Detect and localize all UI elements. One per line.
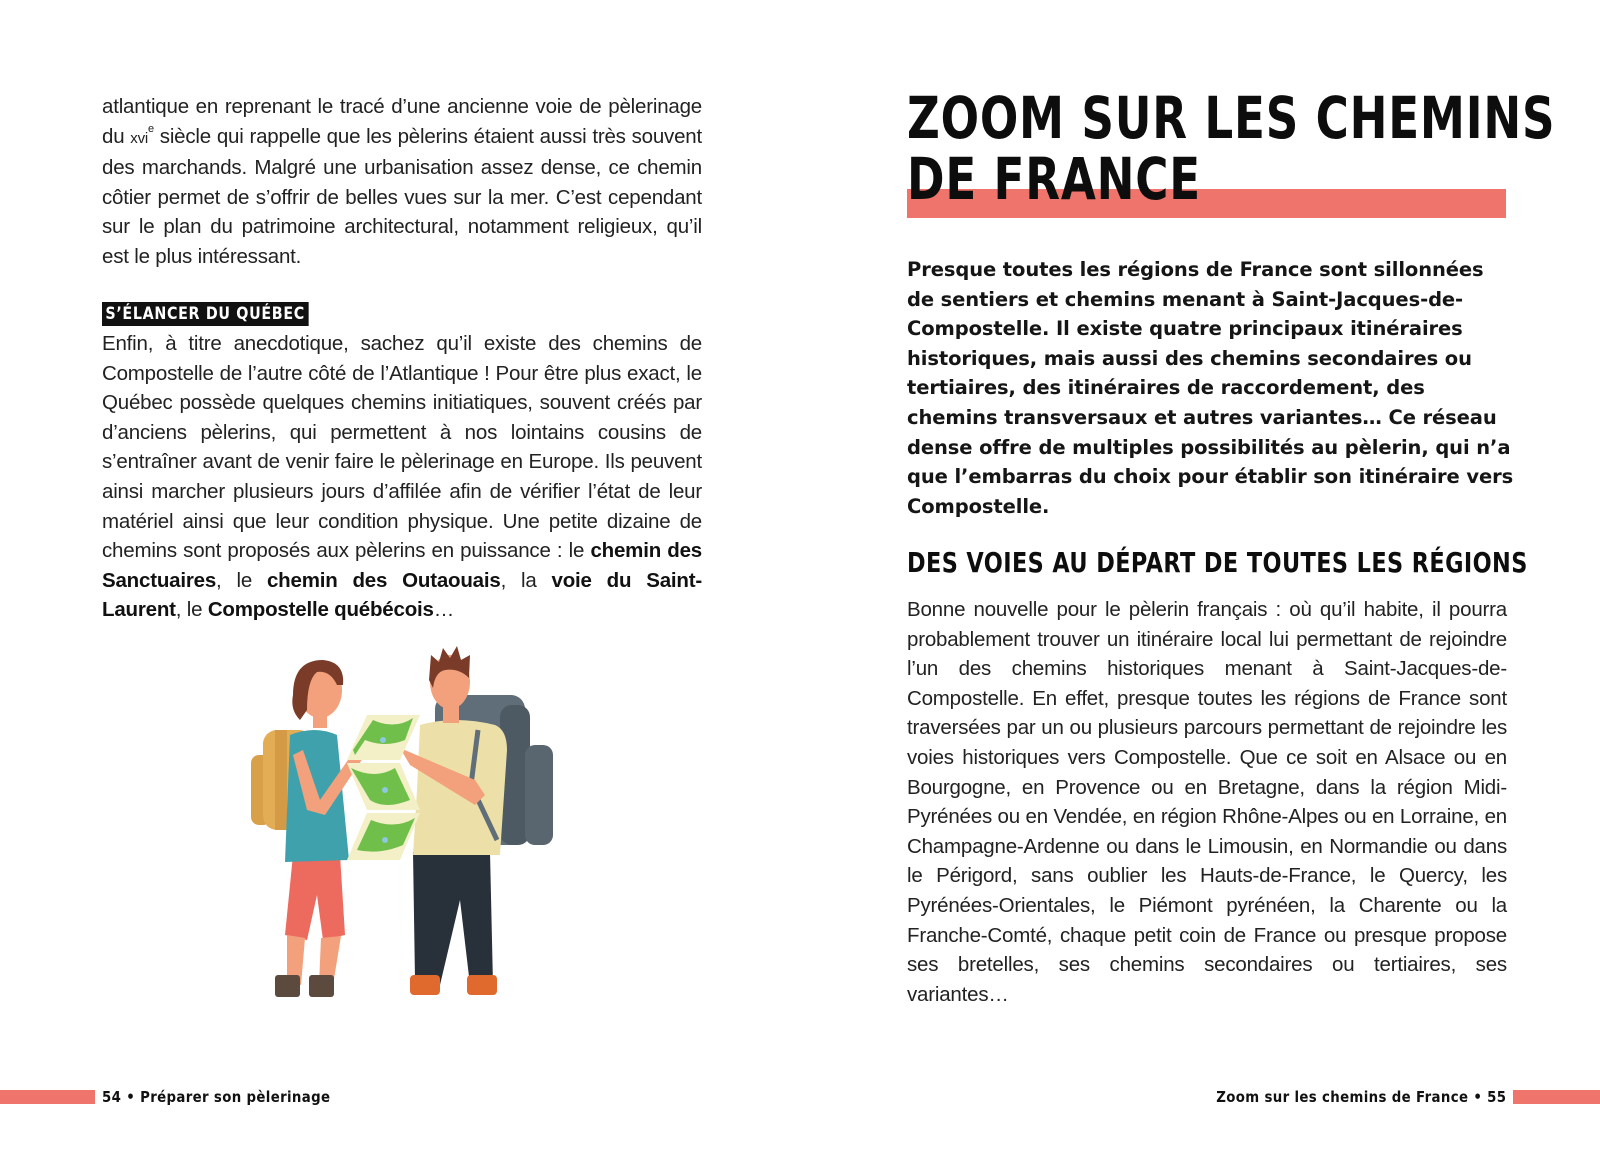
chapter-title (907, 84, 1556, 228)
page-number-right: 55 (1486, 1088, 1506, 1106)
route-name-sanctuaires: chemin des Sanctuaires (102, 539, 702, 592)
footer-left (102, 1086, 330, 1108)
woman-hiker-icon (275, 660, 363, 997)
route-name-outaouais: chemin des Outaouais (266, 568, 501, 592)
quebec-text: , le (175, 598, 208, 622)
footer-separator: • (126, 1088, 136, 1106)
century-suffix: e (148, 122, 154, 135)
quebec-text: , le (216, 568, 267, 592)
quebec-paragraph (102, 329, 702, 625)
folded-map-icon (347, 715, 420, 860)
lead-paragraph: Presque toutes les régions de France sont sillonnées de sentiers et chemins menant à Saint-Jacques-de-Compostelle. Il existe quatre principaux itinéraires historiques, mais aussi des chemins secondaires ou tertiaires, des itinéraires de raccordement, des chemins transversaux et autres variantes… Ce réseau dense offre de multiples possibilités au pèlerin, qui n’a que l’embarras du choix pour établir son itinéraire vers Compostelle. (907, 258, 1514, 518)
quebec-text: Enfin, à titre anecdotique, sachez qu’il existe des chemins de Compostelle de l’autre côté de l’Atlantique ! Pour être plus exact, le Québec possède quelques chemins initiatiques, souvent créés par d’anciens pèlerins, qui permettent à nos lointains cousins de s’entraîner avant de venir faire le pèlerinage en Europe. Ils peuvent ainsi marcher plusieurs jours d’affilée afin de vérifier l’état de leur matériel ainsi que leur condition physique. Une petite dizaine de chemins sont proposés aux pèlerins en puissance : le (102, 332, 702, 563)
hikers-with-map-illustration (245, 640, 555, 1010)
intro-text-start: atlantique en reprenant le tracé d’une ancienne voie de pèlerinage du (102, 95, 702, 148)
subheading-wrap (102, 302, 348, 326)
subheading-quebec: S’ÉLANCER DU QUÉBEC (102, 302, 308, 326)
right-page (800, 0, 1600, 1150)
running-head-left: Préparer son pèlerinage (140, 1088, 331, 1106)
hikers-svg (245, 640, 555, 1010)
intro-text-end: siècle qui rappelle que les pèlerins étaient aussi très souvent des marchands. Malgré une urbanisation assez dense, ce chemin côtier permet de s’offrir de belles vues sur la mer. C’est cependant sur le plan du patrimoine architectural, notamment religieux, qu’il est le plus intéressant. (102, 124, 702, 268)
quebec-text: , la (500, 568, 552, 592)
footer-accent-bar-right (1513, 1090, 1600, 1104)
chapter-title-text (907, 84, 1556, 213)
regions-paragraph: Bonne nouvelle pour le pèlerin français : où qu’il habite, il pourra probablement trouver un itinéraire local lui permettant de rejoindre l’un des chemins historiques menant à Saint-Jacques-de-Compostelle. En effet, presque toutes les régions de France sont traversées par un ou plusieurs parcours permettant de rejoindre les voies historiques vers Compostelle. Que ce soit en Alsace ou en Bourgogne, en Provence ou en Bretagne, dans la région Midi-Pyrénées ou en Vendée, en région Rhône-Alpes ou en Lorraine, en Champagne-Ardenne ou dans le Limousin, en Normandie ou dans le Périgord, sans oublier les Hauts-de-France, le Quercy, les Pyrénées-Orientales, le Piémont pyrénéen, la Charente ou la Franche-Comté, chaque petit coin de France ou presque propose ses bretelles, ses chemins secondaires ou tertiaires, ses variantes… (907, 598, 1507, 1006)
page-number-left: 54 (102, 1088, 122, 1106)
intro-paragraph (102, 92, 702, 272)
title-line-1: ZOOM SUR LES CHEMINS (907, 84, 1556, 152)
footer-accent-bar-left (0, 1090, 95, 1104)
section-heading: DES VOIES AU DÉPART DE TOUTES LES RÉGIONS (907, 546, 1528, 579)
title-line-2: DE FRANCE (907, 145, 1201, 213)
quebec-text-ellipsis: … (433, 598, 455, 622)
running-head-right: Zoom sur les chemins de France (1215, 1088, 1468, 1106)
route-name-saint-laurent: voie du Saint-Laurent (102, 568, 702, 622)
century-numeral: xvi (130, 129, 148, 147)
footer-separator: • (1472, 1088, 1482, 1106)
route-name-compostelle-quebecois: Compostelle québécois (207, 598, 434, 622)
footer-right (1216, 1086, 1506, 1108)
